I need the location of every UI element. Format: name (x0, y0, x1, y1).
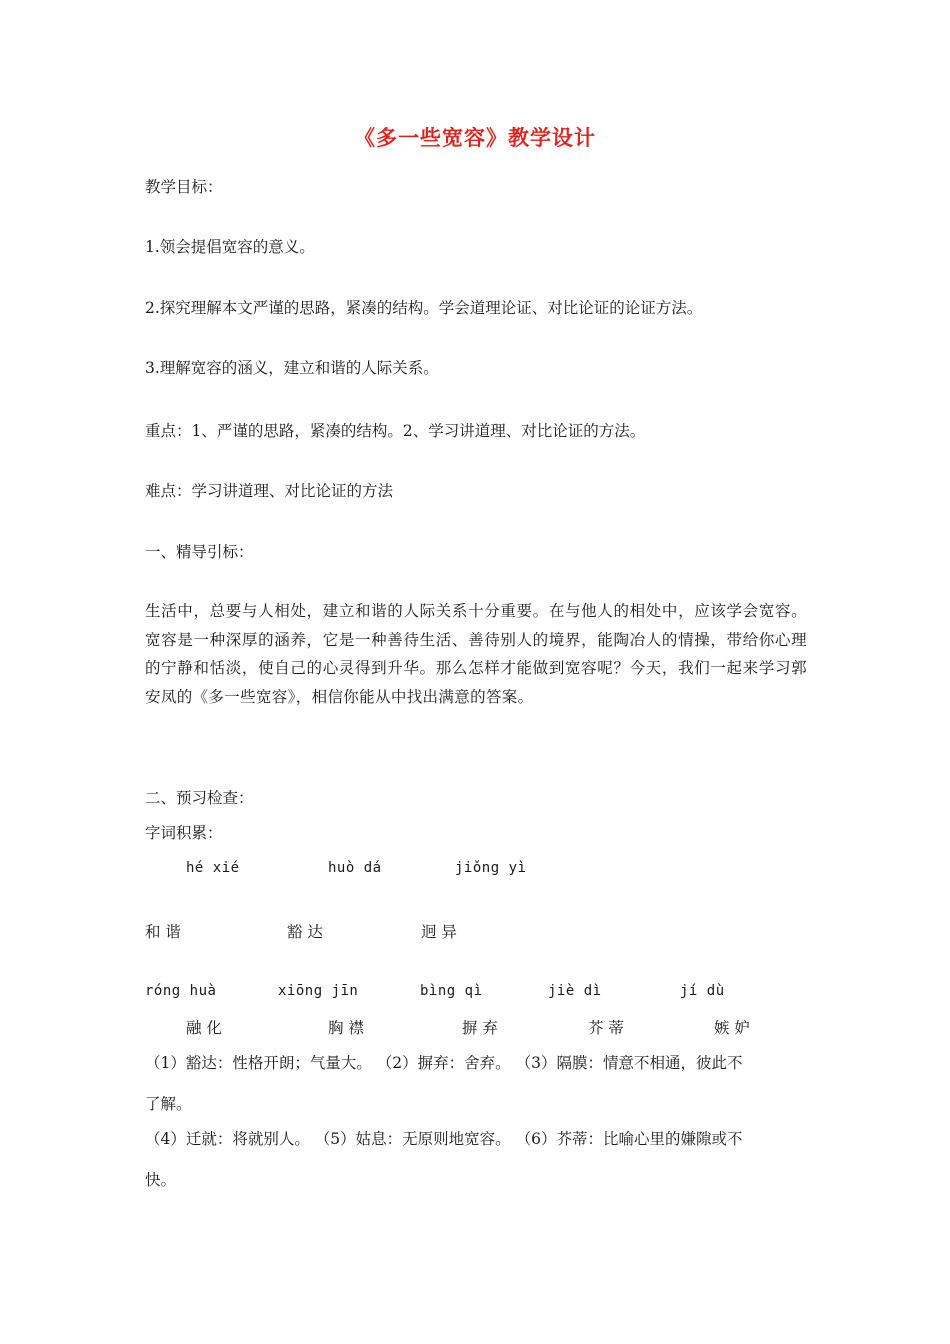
pinyin: hé xié (186, 860, 240, 876)
vocab-word: 和 谐 (145, 923, 181, 941)
definition-line: 了解。 (145, 1095, 192, 1113)
pinyin: bìng qì (420, 983, 483, 999)
pinyin: xiōng jīn (278, 983, 359, 999)
vocab-word: 胸 襟 (328, 1019, 364, 1037)
vocab-word: 豁 达 (287, 923, 323, 941)
pinyin: róng huà (145, 983, 217, 999)
definition-line: （4）迁就：将就别人。 （5）姑息：无原则地宽容。 （6）芥蒂：比喻心里的嫌隙或不 (145, 1130, 743, 1148)
vocab-word: 嫉 妒 (714, 1019, 750, 1037)
definition-line: 快。 (145, 1171, 177, 1189)
vocab-word: 迥 异 (421, 923, 457, 941)
key-points: 重点：1、严谨的思路，紧凑的结构。2、学习讲道理、对比论证的方法。 (145, 422, 646, 440)
pinyin: huò dá (328, 860, 382, 876)
section2-heading: 二、预习检查： (145, 789, 254, 807)
objective-item: 3.理解宽容的涵义，建立和谐的人际关系。 (145, 359, 439, 377)
vocab-word: 融 化 (186, 1019, 222, 1037)
objectives-heading: 教学目标： (145, 178, 223, 196)
objective-item: 1.领会提倡宽容的意义。 (145, 238, 315, 256)
objective-item: 2.探究理解本文严谨的思路，紧凑的结构。学会道理论证、对比论证的论证方法。 (145, 299, 703, 317)
section1-paragraph: 生活中，总要与人相处，建立和谐的人际关系十分重要。在与他人的相处中，应该学会宽容。宽容是一种深厚的涵养，它是一种善待生活、善待别人的境界，能陶冶人的情操，带给你心理的宁静和恬淡，使自己的心灵得到升华。那么怎样才能做到宽容呢？今天，我们一起来学习郭安凤的《多一些宽容》，相信你能从中找出满意的答案。 (145, 602, 807, 706)
vocab-word: 芥 蒂 (588, 1019, 624, 1037)
pinyin: jiè dì (548, 983, 602, 999)
section1-heading: 一、精导引标： (145, 543, 254, 561)
vocab-word: 摒 弃 (462, 1019, 498, 1037)
document-title: 《多一些宽容》教学设计 (354, 125, 596, 150)
pinyin: jiǒng yì (455, 860, 527, 876)
vocab-subheading: 字词积累： (145, 824, 223, 842)
difficult-points: 难点：学习讲道理、对比论证的方法 (145, 482, 394, 500)
pinyin: jí dù (680, 983, 725, 999)
definition-line: （1）豁达：性格开朗；气量大。 （2）摒弃：舍弃。 （3）隔膜：情意不相通，彼此不 (145, 1054, 743, 1072)
